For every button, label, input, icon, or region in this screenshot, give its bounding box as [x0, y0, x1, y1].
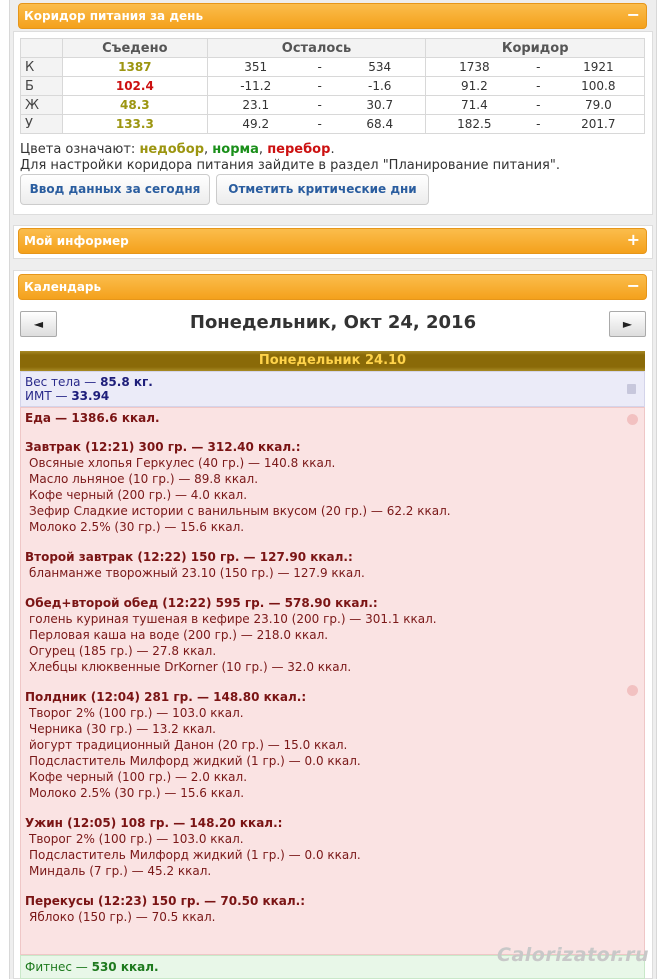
legend-norm: норма: [212, 142, 259, 157]
food-total: Еда — 1386.6 ккал.: [25, 411, 160, 425]
range-from: 351: [244, 60, 268, 74]
corridor-row: [21, 77, 645, 96]
day-header: Понедельник 24.10: [20, 351, 645, 371]
meal-title: Второй завтрак (12:22) 150 гр. — 127.90 ккал.:: [25, 550, 353, 564]
range-to: 68.4: [366, 117, 394, 131]
weight-block: [20, 371, 645, 407]
corridor-row: [21, 115, 645, 134]
meal-title: Полдник (12:04) 281 гр. — 148.80 ккал.:: [25, 690, 307, 704]
header-remaining: Осталось: [207, 39, 426, 58]
collapse-icon[interactable]: −: [626, 5, 640, 24]
prev-day-button[interactable]: [20, 311, 57, 337]
corridor-range: [426, 77, 645, 96]
range-dash: -: [536, 98, 541, 112]
row-label: К: [21, 58, 63, 77]
eaten-value: 48.3: [62, 96, 207, 115]
row-label: Б: [21, 77, 63, 96]
meal-item: голень куриная тушеная в кефире 23.10 (200 гр.) — 301.1 ккал.: [29, 612, 437, 626]
meal-item: Огурец (185 гр.) — 27.8 ккал.: [29, 644, 217, 658]
legend-comma: ,: [204, 142, 209, 157]
meal-item: Миндаль (7 гр.) — 45.2 ккал.: [29, 864, 212, 878]
remaining-range: [207, 115, 426, 134]
range-dash: -: [317, 79, 322, 93]
collapse-icon[interactable]: −: [626, 276, 640, 295]
apple-icon[interactable]: [627, 685, 638, 696]
corridor-row: [21, 58, 645, 77]
mark-critical-days-button[interactable]: Отметить критические дни: [216, 174, 429, 205]
range-dash: -: [317, 98, 322, 112]
meal-item: Молоко 2.5% (30 гр.) — 15.6 ккал.: [29, 520, 245, 534]
bmi-line: [25, 389, 640, 403]
range-dash: -: [536, 117, 541, 131]
corridor-panel-title: Коридор питания за день: [24, 9, 204, 23]
range-from: 182.5: [457, 117, 492, 131]
eaten-value: 102.4: [62, 77, 207, 96]
range-from: 71.4: [460, 98, 488, 112]
meal-item: бланманже творожный 23.10 (150 гр.) — 127.9 ккал.: [29, 566, 365, 580]
legend-comma: ,: [258, 142, 264, 157]
header-eaten: Съедено: [62, 39, 207, 58]
remaining-range: [207, 58, 426, 77]
calendar-panel-header[interactable]: [18, 274, 647, 300]
meal-item: Кофе черный (200 гр.) — 4.0 ккал.: [29, 488, 248, 502]
corridor-row: [21, 96, 645, 115]
range-from: 23.1: [242, 98, 270, 112]
fitness-value: 530 ккал.: [91, 960, 159, 974]
header-corridor: Коридор: [426, 39, 645, 58]
table-header-row: [21, 39, 645, 58]
meal-title: Завтрак (12:21) 300 гр. — 312.40 ккал.:: [25, 440, 301, 454]
weight-value: 85.8 кг.: [100, 375, 153, 389]
corridor-hint: Для настройки коридора питания зайдите в раздел "Планирование питания".: [20, 158, 560, 173]
meal-item: йогурт традиционный Данон (20 гр.) — 15.0 ккал.: [29, 738, 348, 752]
range-from: -11.2: [240, 79, 272, 93]
next-day-button[interactable]: [609, 311, 646, 337]
legend-over: перебор: [267, 142, 331, 157]
meal-item: Кофе черный (100 гр.) — 2.0 ккал.: [29, 770, 248, 784]
legend-prefix: Цвета означают:: [20, 142, 136, 157]
range-from: 1738: [459, 60, 490, 74]
meal-item: Творог 2% (100 гр.) — 103.0 ккал.: [29, 832, 244, 846]
meal-item: Подсластитель Милфорд жидкий (1 гр.) — 0.0 ккал.: [29, 754, 361, 768]
meal-item: Перловая каша на воде (200 гр.) — 218.0 ккал.: [29, 628, 329, 642]
range-to: 1921: [583, 60, 614, 74]
corridor-range: [426, 96, 645, 115]
bmi-value: 33.94: [71, 389, 110, 403]
range-dash: -: [317, 60, 322, 74]
fitness-label: Фитнес —: [25, 960, 88, 974]
meal-title: Обед+второй обед (12:22) 595 гр. — 578.90 ккал.:: [25, 596, 378, 610]
range-to: -1.6: [368, 79, 392, 93]
expand-icon[interactable]: +: [626, 230, 640, 249]
arrow-right-icon: ►: [622, 317, 633, 331]
meal-item: Яблоко (150 гр.) — 70.5 ккал.: [29, 910, 216, 924]
calendar-panel-title: Календарь: [24, 280, 102, 294]
meal-item: Масло льняное (10 гр.) — 89.8 ккал.: [29, 472, 259, 486]
range-dash: -: [536, 79, 541, 93]
eaten-value: 1387: [62, 58, 207, 77]
corridor-table: [20, 38, 645, 134]
meal-title: Ужин (12:05) 108 гр. — 148.20 ккал.:: [25, 816, 283, 830]
weight-label: Вес тела —: [25, 375, 97, 389]
scale-icon[interactable]: [627, 384, 636, 394]
range-from: 49.2: [242, 117, 270, 131]
meal-item: Черника (30 гр.) — 13.2 ккал.: [29, 722, 216, 736]
row-label: У: [21, 115, 63, 134]
range-dash: -: [536, 60, 541, 74]
meal-item: Овсяные хлопья Геркулес (40 гр.) — 140.8 ккал.: [29, 456, 336, 470]
eaten-value: 133.3: [62, 115, 207, 134]
range-to: 100.8: [581, 79, 616, 93]
row-label: Ж: [21, 96, 63, 115]
range-to: 30.7: [366, 98, 394, 112]
apple-icon[interactable]: [627, 414, 638, 425]
range-from: 91.2: [460, 79, 488, 93]
meal-title: Перекусы (12:23) 150 гр. — 70.50 ккал.:: [25, 894, 306, 908]
weight-line: [25, 375, 640, 389]
remaining-range: [207, 77, 426, 96]
legend-under: недобор: [139, 142, 204, 157]
range-to: 79.0: [584, 98, 612, 112]
legend-period: .: [330, 142, 335, 157]
meal-item: Молоко 2.5% (30 гр.) — 15.6 ккал.: [29, 786, 245, 800]
meal-item: Зефир Сладкие истории с ванильным вкусом (20 гр.) — 62.2 ккал.: [29, 504, 451, 518]
arrow-left-icon: ◄: [33, 317, 44, 331]
header-empty: [21, 39, 63, 58]
range-to: 201.7: [581, 117, 616, 131]
bmi-label: ИМТ —: [25, 389, 68, 403]
range-dash: -: [317, 117, 322, 131]
meal-item: Творог 2% (100 гр.) — 103.0 ккал.: [29, 706, 244, 720]
food-block: [20, 407, 645, 955]
site-watermark: Calorizator.ru: [497, 944, 650, 966]
meal-item: Хлебцы клюквенные DrKorner (10 гр.) — 32.0 ккал.: [29, 660, 352, 674]
enter-today-button[interactable]: Ввод данных за сегодня: [20, 174, 210, 205]
range-to: 534: [368, 60, 392, 74]
corridor-range: [426, 58, 645, 77]
calendar-date-title: Понедельник, Окт 24, 2016: [189, 312, 477, 333]
corridor-panel-header[interactable]: [18, 3, 647, 29]
color-legend: [20, 142, 335, 157]
informer-panel-title: Мой информер: [24, 234, 129, 248]
remaining-range: [207, 96, 426, 115]
meal-item: Подсластитель Милфорд жидкий (1 гр.) — 0.0 ккал.: [29, 848, 361, 862]
informer-panel-header[interactable]: [18, 228, 647, 254]
corridor-range: [426, 115, 645, 134]
